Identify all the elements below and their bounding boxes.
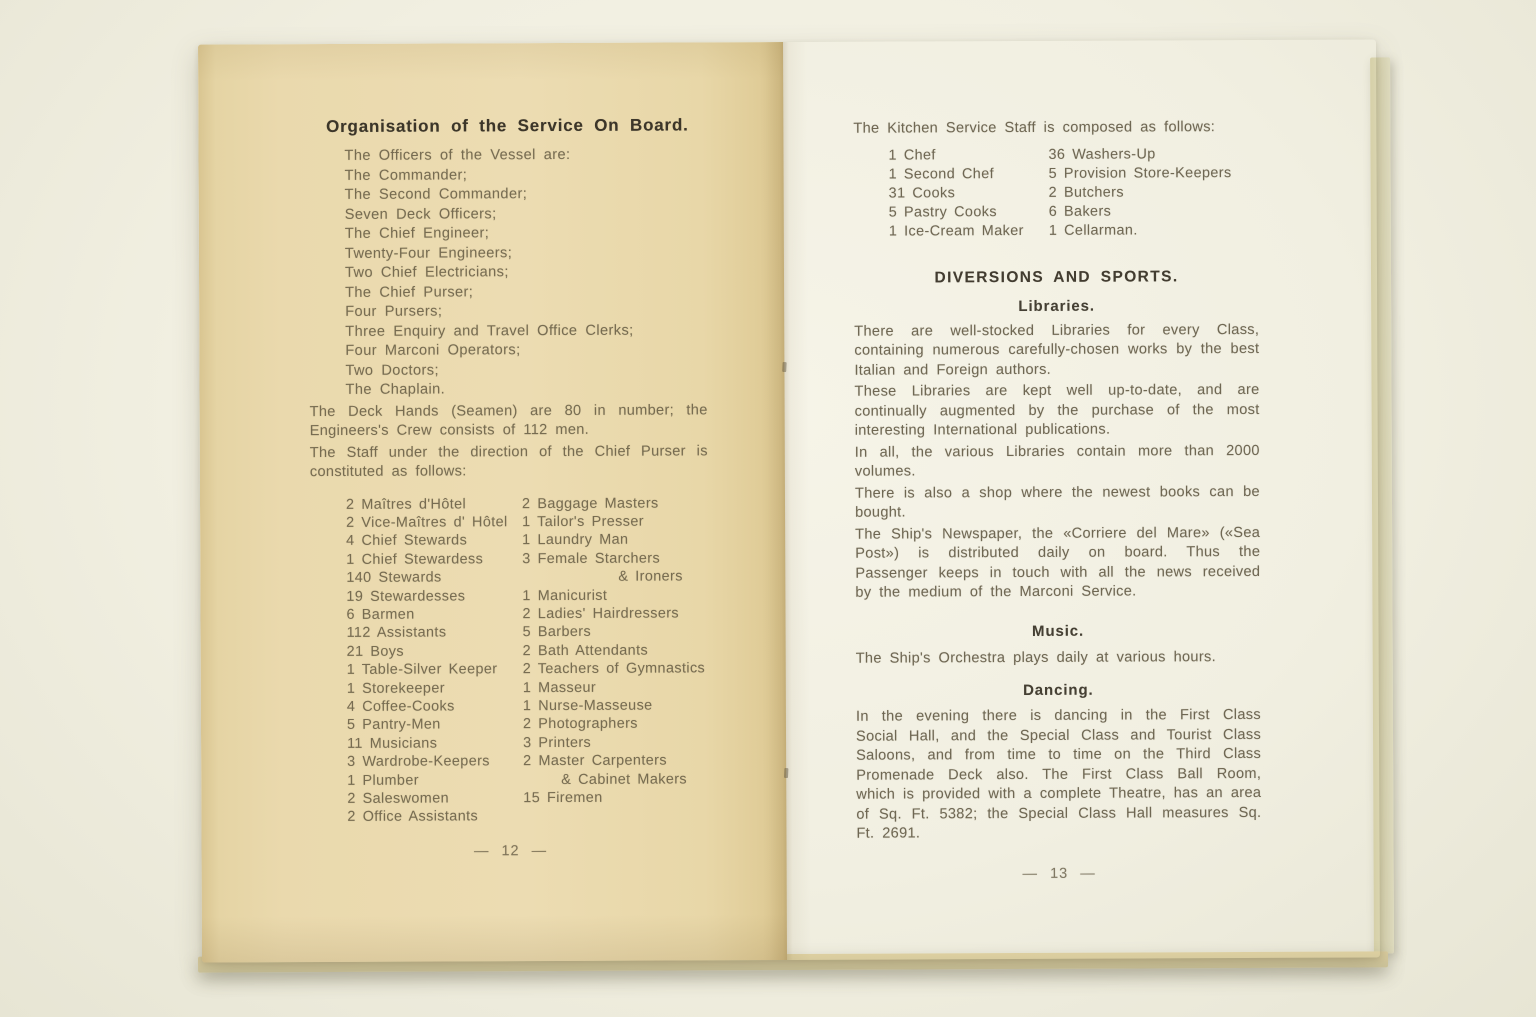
staff-row: 11 Musicians 3 Printers	[347, 734, 592, 752]
deck-hands-paragraph: The Deck Hands (Seamen) are 80 in number; the Engineers's Crew consists of 112 men.	[309, 401, 708, 440]
kitchen-table	[888, 144, 1258, 242]
libraries-paragraph: There are well-stocked Libraries for every Class, containing numerous carefully-chosen works by the best Italian and Foreign authors.	[854, 321, 1260, 379]
officer-item: Two Doctors;	[345, 362, 439, 379]
staff-intro-paragraph: The Staff under the direction of the Chief Purser is constituted as follows:	[309, 442, 708, 481]
kitchen-intro: The Kitchen Service Staff is composed as follows:	[853, 119, 1216, 137]
kitchen-row: 1 Second Chef 5 Provision Store-Keepers	[888, 164, 1232, 183]
staff-row: 2 Saleswomen 15 Firemen	[347, 789, 603, 807]
kitchen-row: 5 Pastry Cooks 6 Bakers	[888, 203, 1112, 221]
officer-item: The Chief Purser;	[345, 283, 474, 301]
staff-row: 1 Table-Silver Keeper 2 Teachers of Gymnastics	[346, 660, 706, 679]
dancing-paragraph: In the evening there is dancing in the First Class Social Hall, and the Special Class and Tourist Class Saloons, and from time to time on the Third Class Promenade Deck also. The First Class Ball Room, which is provided with a complete Theatre, has an area of Sq. Ft. 5382; the Special Class Hall measures Sq. Ft. 2691.	[855, 706, 1262, 842]
staple-mark	[782, 362, 786, 372]
officer-item: Twenty-Four Engineers;	[344, 244, 513, 262]
staff-row: 4 Chief Stewards 1 Laundry Man	[346, 532, 629, 550]
officer-item: Seven Deck Officers;	[344, 205, 497, 223]
booklet-spread	[198, 39, 1380, 962]
kitchen-row: 1 Ice-Cream Maker 1 Cellarman.	[888, 222, 1138, 240]
officer-item: Four Pursers;	[345, 303, 443, 320]
kitchen-row: 1 Chef 36 Washers-Up	[888, 145, 1156, 164]
staff-table	[346, 494, 709, 827]
dancing-heading: Dancing.	[1023, 681, 1094, 699]
staff-row: 21 Boys 2 Bath Attendants	[346, 642, 649, 660]
officer-item: The Chief Engineer;	[344, 225, 490, 242]
open-booklet	[198, 39, 1380, 962]
officer-item: The Chaplain.	[345, 381, 446, 398]
left-page	[198, 42, 787, 963]
kitchen-row: 31 Cooks 2 Butchers	[888, 184, 1124, 202]
staff-row: 2 Office Assistants	[347, 808, 479, 826]
staff-row: 2 Vice-Maîtres d' Hôtel 1 Tailor's Presser	[346, 513, 644, 531]
libraries-heading: Libraries.	[1018, 297, 1095, 315]
officers-intro: The Officers of the Vessel are:	[344, 146, 571, 164]
staff-row: 5 Pantry-Men 2 Photographers	[346, 716, 638, 734]
libraries-paragraph: There is also a shop where the newest books can be bought.	[854, 483, 1260, 521]
page-number-right: — 13 —	[1022, 865, 1096, 882]
officer-item: Three Enquiry and Travel Office Clerks;	[345, 322, 634, 340]
officer-item: The Second Commander;	[344, 186, 528, 203]
officers-list	[344, 145, 707, 400]
staff-row: 140 Stewards & Ironers	[346, 568, 683, 587]
staff-row: 2 Maîtres d'Hôtel 2 Baggage Masters	[345, 495, 659, 513]
officer-item: Four Marconi Operators;	[345, 342, 521, 359]
staff-row: 1 Chief Stewardess 3 Female Starchers	[346, 550, 661, 568]
staff-row: 3 Wardrobe-Keepers 2 Master Carpenters	[347, 752, 667, 771]
libraries-paragraph: These Libraries are kept well up-to-date, and are continually augmented by the purchase of the most interesting International publications.	[854, 381, 1260, 439]
staple-mark	[784, 768, 788, 778]
section-heading: DIVERSIONS AND SPORTS.	[934, 267, 1179, 286]
staff-row: 6 Barmen 2 Ladies' Hairdressers	[346, 605, 680, 623]
staff-row: 4 Coffee-Cooks 1 Nurse-Masseuse	[346, 697, 653, 715]
libraries-paragraph: In all, the various Libraries contain more than 2000 volumes.	[854, 442, 1260, 480]
page-number-left: — 12 —	[473, 842, 548, 860]
officer-item: The Commander;	[344, 166, 468, 184]
right-page	[783, 39, 1380, 960]
officer-item: Two Chief Electricians;	[344, 264, 509, 281]
page-title: Organisation of the Service On Board.	[326, 115, 689, 137]
music-paragraph: The Ship's Orchestra plays daily at various hours.	[855, 648, 1216, 667]
music-heading: Music.	[1031, 622, 1085, 640]
libraries-paragraph: The Ship's Newspaper, the «Corriere del Mare» («Sea Post») is distributed daily on board. Thus the Passenger keeps in touch with all the news received by the medium of the Marconi Service.	[855, 524, 1261, 601]
staff-row: 1 Storekeeper 1 Masseur	[346, 679, 597, 697]
staff-row: 112 Assistants 5 Barbers	[346, 624, 592, 642]
staff-row: 19 Stewardesses 1 Manicurist	[346, 587, 608, 605]
staff-row: 1 Plumber & Cabinet Makers	[347, 771, 688, 789]
